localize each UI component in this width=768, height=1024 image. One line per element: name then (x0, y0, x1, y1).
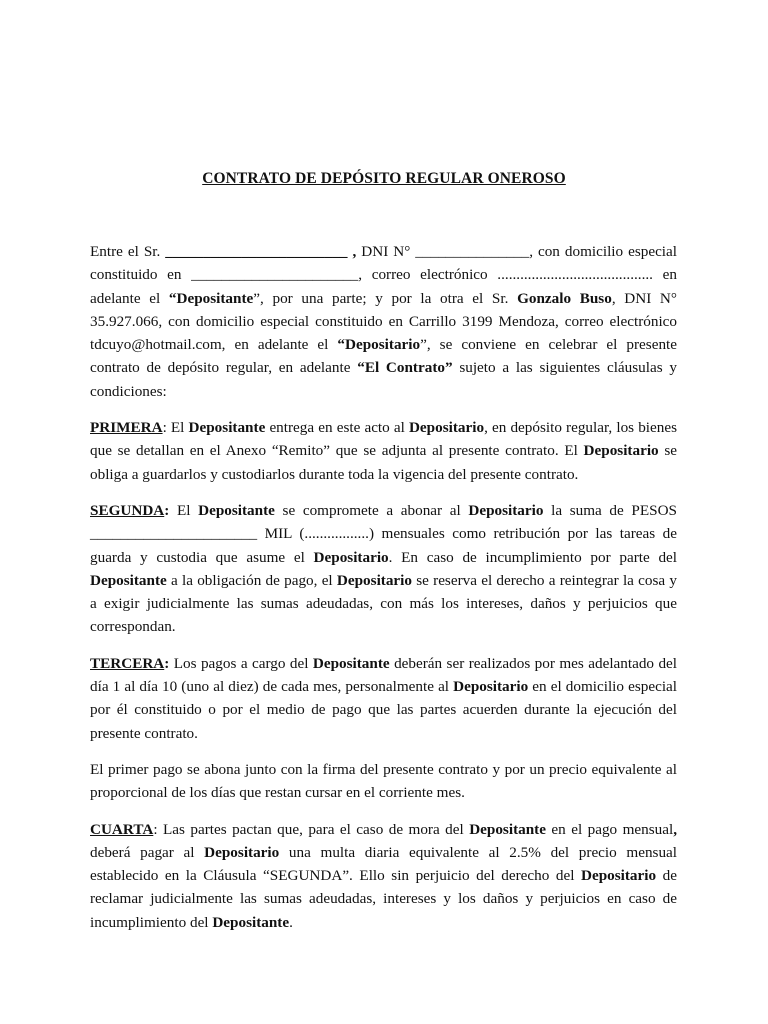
clause-segunda: SEGUNDA: El Depositante se compromete a abonar al Depositario la suma de PESOS ______________________ MIL (.................) mensuales como retribución por las tareas de guarda y custodia que asume el Depositario. En caso de incumplimiento por parte del Depositante a la obligación de pago, el Depositario se reserva el derecho a reintegrar la cosa y a exigir judicialmente las sumas adeudadas, con más los intereses, daños y perjuicios que correspondan. (90, 501, 677, 636)
clause-cuarta: CUARTA: Las partes pactan que, para el caso de mora del Depositante en el pago mensual, deberá pagar al Depositario una multa diaria equivalente al 2.5% del precio mensual establecido en la Cláusula “SEGUNDA”. Ello sin perjuicio del derecho del Depositario de reclamar judicialmente las sumas adeudadas, intereses y los daños y perjuicios en caso de incumplimiento del Depositante. (90, 820, 678, 931)
clause-heading: TERCERA (90, 654, 165, 672)
clause-tercera: TERCERA: Los pagos a cargo del Depositante deberán ser realizados por mes adelantado del día 1 al día 10 (uno al diez) de cada mes, personalmente al Depositario en el domicilio especial por él constituido o por el medio de pago que las partes acuerden durante la ejecución del presente contrato. (90, 654, 677, 742)
clause-primera: PRIMERA: El Depositante entrega en este acto al Depositario, en depósito regular, los bienes que se detallan en el Anexo “Remito” que se adjunta al presente contrato. El Depositario se obliga a guardarlos y custodiarlos durante toda la vigencia del presente contrato. (90, 419, 678, 483)
blank-name-field: ________________________ , (165, 243, 357, 260)
intro-paragraph: Entre el Sr. ________________________ , DNI N° _______________, con domicilio especial constituido en ______________________, correo electrónico ......................................... en adelante el “Depositante”, por una parte; y por la otra el Sr. Gonzalo Buso, DNI N° 35.927.066, con domicilio especial constituido en Carrillo 3199 Mendoza, correo electrónico tdcuyo@hotmail.com, en adelante el “Depositario”, se conviene en celebrar el presente contrato de depósito regular, en adelante “El Contrato” sujeto a las siguientes cláusulas y condiciones: (90, 243, 677, 400)
clause-heading: CUARTA (90, 820, 154, 838)
clause-heading: PRIMERA (90, 419, 163, 437)
first-payment-paragraph: El primer pago se abona junto con la firma del presente contrato y por un precio equivalente al proporcional de los días que restan cursar en el corriente mes. (90, 760, 677, 802)
document-body (90, 240, 677, 947)
document-title: CONTRATO DE DEPÓSITO REGULAR ONEROSO (202, 170, 566, 187)
depositario-name: Gonzalo Buso (517, 289, 612, 307)
clause-heading: SEGUNDA (90, 501, 165, 519)
